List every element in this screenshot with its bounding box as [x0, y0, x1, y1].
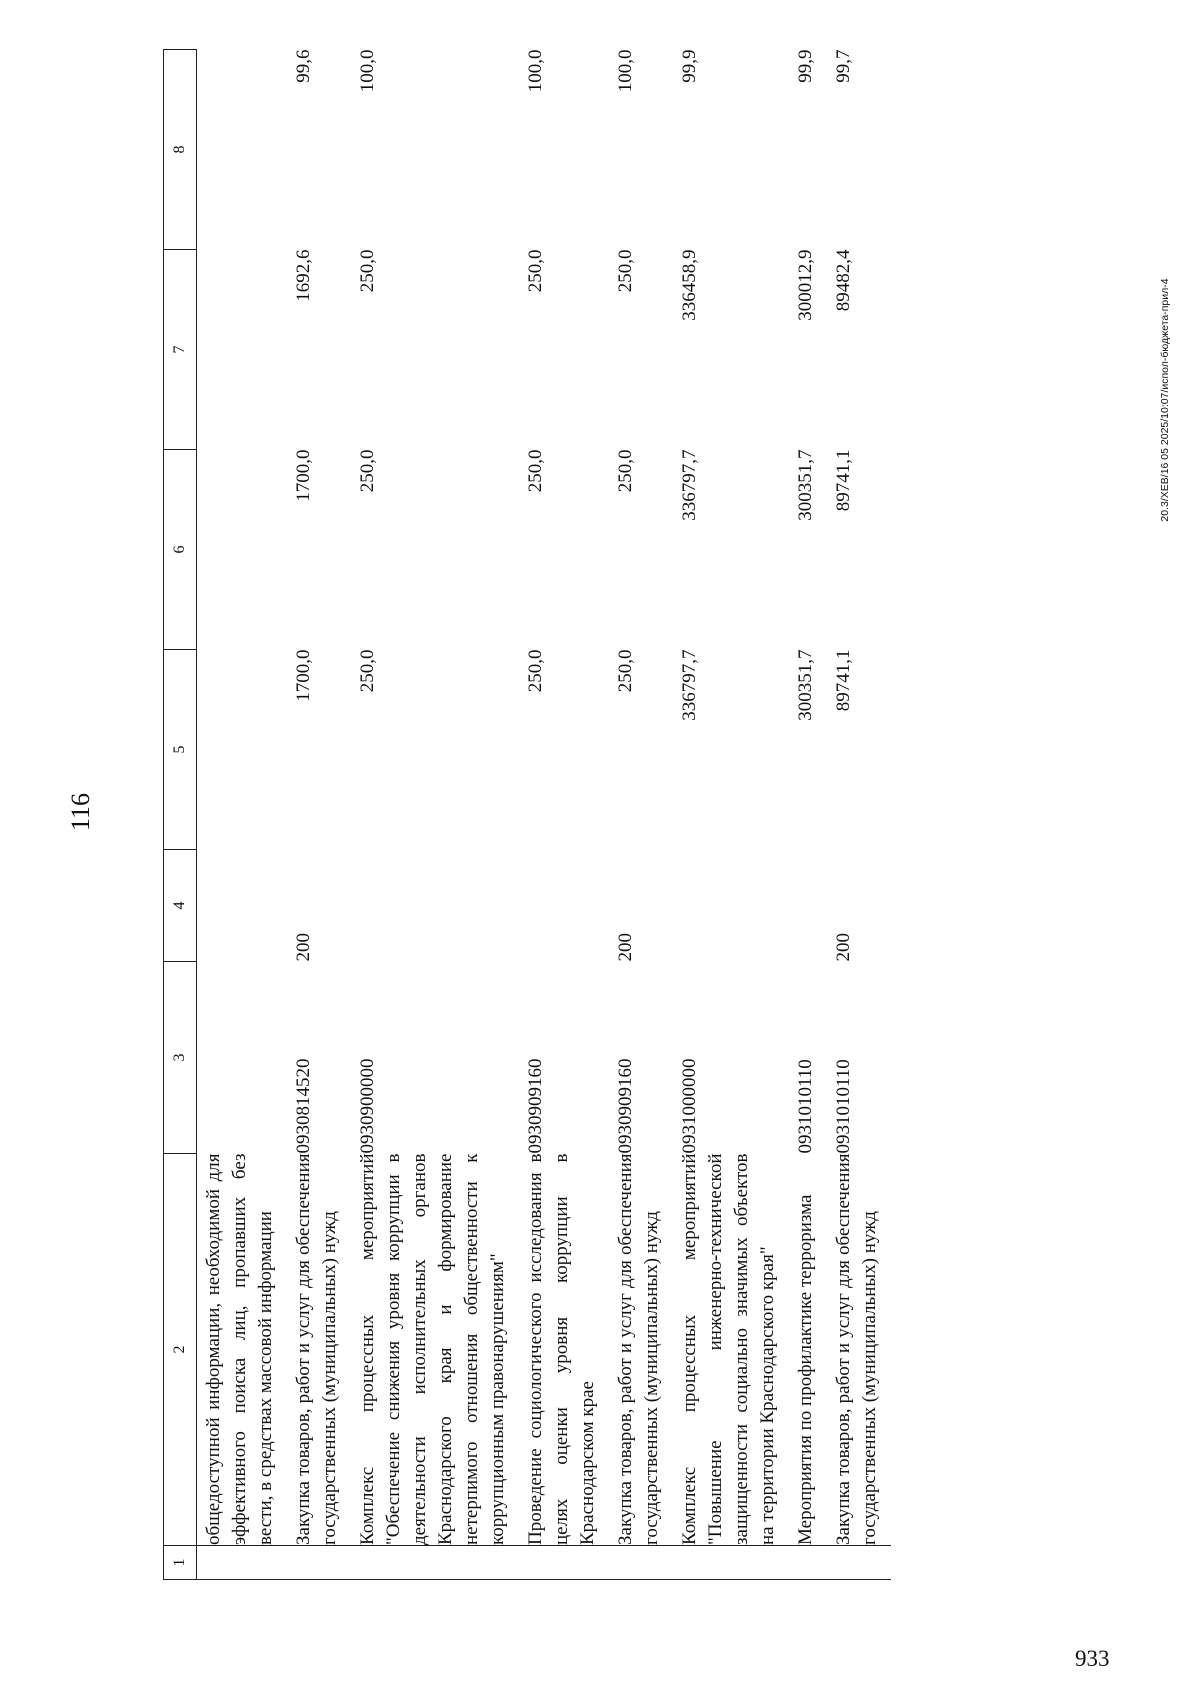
row-col8: 100,0 [525, 49, 546, 93]
row-name: Мероприятия по профилактике терроризма [795, 1194, 816, 1545]
row-type [351, 850, 519, 962]
row-col6 [197, 450, 288, 650]
table-row [287, 50, 351, 1580]
row-col7: 1692,6 [293, 249, 314, 302]
row-col8: 99,6 [293, 49, 314, 83]
row-col5 [197, 650, 288, 850]
row-number-cell [519, 1546, 609, 1580]
row-type [673, 850, 789, 962]
row-number-cell [287, 1546, 351, 1580]
row-col6: 336797,7 [679, 449, 700, 521]
row-name: Закупка товаров, работ и услуг для обеспечения государственных (муниципальных) нужд [615, 1153, 662, 1545]
page-number: 116 [66, 792, 95, 832]
row-number-cell [351, 1546, 519, 1580]
row-name: Проведение социологического исследования в целях оценки уровня коррупции в Краснодарском крае [525, 1153, 598, 1545]
row-col5: 336797,7 [679, 649, 700, 721]
table-row [519, 50, 609, 1580]
table-row [609, 50, 673, 1580]
row-name: общедоступной информации, необходимой для эффективного поиска лиц, пропавших без вести, в средствах массовой информации [203, 1153, 276, 1545]
table-row [827, 50, 891, 1580]
row-number-cell [197, 1546, 288, 1580]
row-col8 [197, 50, 288, 250]
column-header: 2 [164, 1154, 197, 1546]
row-col6: 250,0 [615, 449, 636, 493]
row-code: 0931010110 [795, 1059, 816, 1154]
row-col6: 300351,7 [795, 449, 816, 521]
row-col7: 89482,4 [833, 249, 854, 312]
row-type [789, 850, 827, 962]
row-col8: 100,0 [615, 49, 636, 93]
row-col5: 89741,1 [833, 649, 854, 712]
row-code: 0930909160 [525, 1058, 546, 1154]
row-type [519, 850, 609, 962]
budget-table [163, 49, 891, 1580]
table-row [673, 50, 789, 1580]
column-header: 8 [164, 50, 197, 250]
row-col6: 250,0 [357, 449, 378, 493]
row-type: 200 [833, 933, 854, 962]
row-number-cell [609, 1546, 673, 1580]
footer-page-number: 933 [1075, 1646, 1110, 1671]
row-code: 0930814520 [293, 1058, 314, 1154]
row-col7: 300012,9 [795, 249, 816, 321]
column-header: 7 [164, 250, 197, 450]
row-col5: 300351,7 [795, 649, 816, 721]
column-header: 3 [164, 962, 197, 1154]
row-name: Закупка товаров, работ и услуг для обеспечения государственных (муниципальных) нужд [833, 1153, 880, 1545]
row-col7: 250,0 [357, 249, 378, 293]
column-header: 4 [164, 850, 197, 962]
column-header: 1 [164, 1546, 197, 1580]
row-col8: 99,9 [795, 49, 816, 83]
row-col8: 99,9 [679, 49, 700, 83]
row-col6: 1700,0 [293, 449, 314, 502]
column-header: 5 [164, 650, 197, 850]
row-code: 0930909160 [615, 1058, 636, 1154]
row-col7: 250,0 [615, 249, 636, 293]
stamp-text: 20.3/XEB/16 05 2025/10:07/испол-бюджета-прил-4 [1159, 278, 1171, 522]
row-name: Закупка товаров, работ и услуг для обеспечения государственных (муниципальных) нужд [293, 1153, 340, 1545]
row-code: 0930900000 [357, 1058, 378, 1154]
table-row [197, 50, 288, 1580]
row-col6: 250,0 [525, 449, 546, 493]
row-code [197, 962, 288, 1154]
row-number-cell [673, 1546, 789, 1580]
budget-table-rotated [163, 50, 1053, 1580]
row-col8: 100,0 [357, 49, 378, 93]
row-name: Комплекс процессных мероприятий "Повышение инженерно-технической защищенности социально значимых объектов на территории Краснодарского края" [679, 1153, 778, 1545]
column-header-row [164, 50, 197, 1580]
row-col5: 1700,0 [293, 649, 314, 702]
row-number-cell [827, 1546, 891, 1580]
row-col5: 250,0 [525, 649, 546, 693]
column-header: 6 [164, 450, 197, 650]
row-col5: 250,0 [615, 649, 636, 693]
row-code: 0931000000 [679, 1058, 700, 1154]
row-type: 200 [293, 933, 314, 962]
row-col6: 89741,1 [833, 449, 854, 512]
row-code: 0931010110 [833, 1059, 854, 1154]
row-col7: 250,0 [525, 249, 546, 293]
row-type: 200 [615, 933, 636, 962]
table-row [351, 50, 519, 1580]
row-col8: 99,7 [833, 49, 854, 83]
row-number-cell [789, 1546, 827, 1580]
table-row [789, 50, 827, 1580]
row-type [197, 850, 288, 962]
row-col5: 250,0 [357, 649, 378, 693]
row-col7: 336458,9 [679, 249, 700, 321]
row-col7 [197, 250, 288, 450]
row-name: Комплекс процессных мероприятий "Обеспечение снижения уровня коррупции в деятельности исполнительных органов Краснодарского края и формирование нетерпимого отношения общественности к коррупционным правонарушениям" [357, 1153, 508, 1545]
